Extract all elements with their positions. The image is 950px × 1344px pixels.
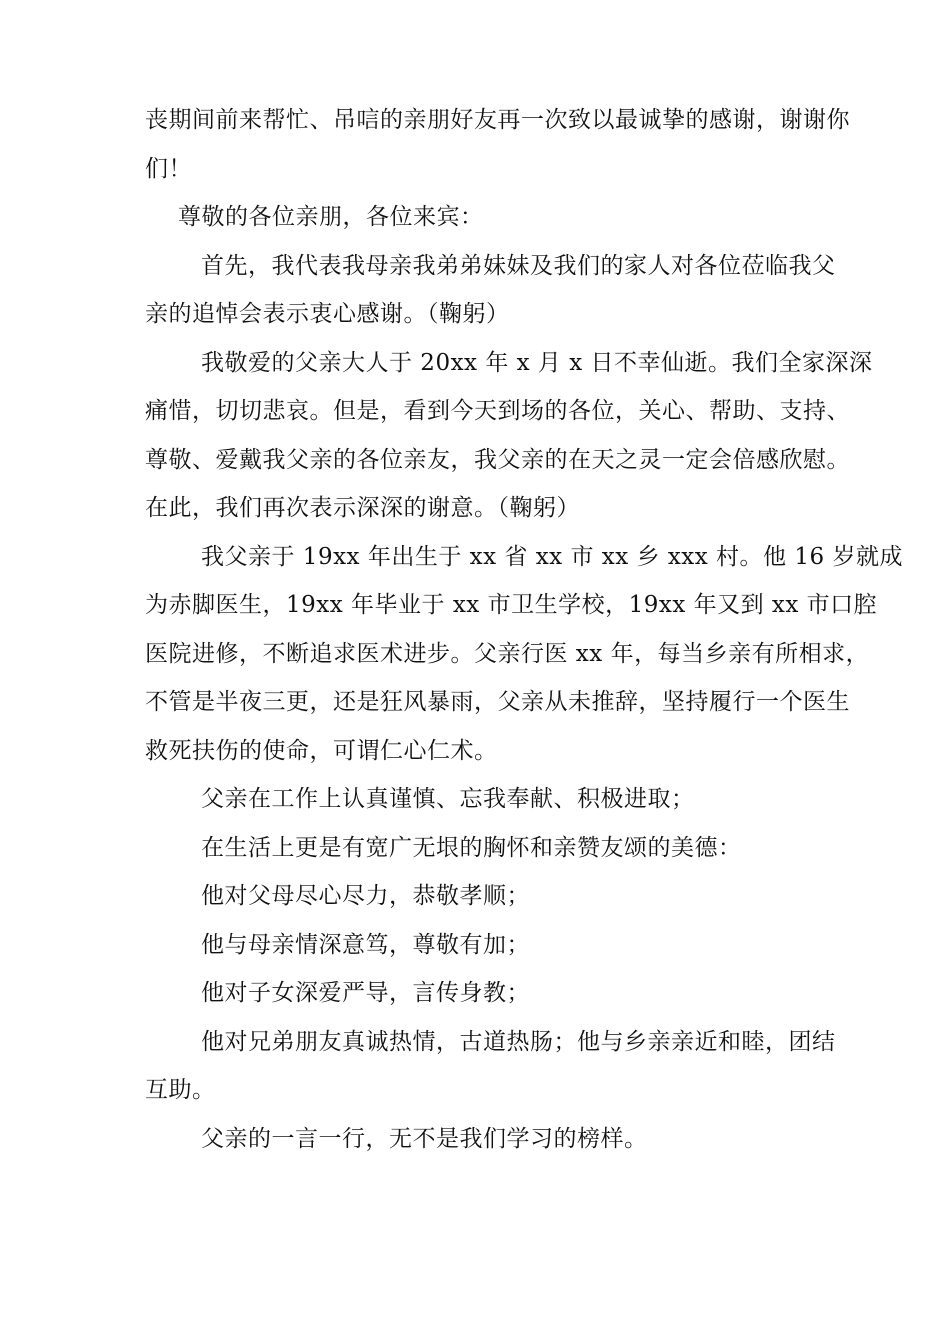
text-line: 医院进修，不断追求医术进步。父亲行医 xx 年，每当乡亲有所相求， [145,640,870,667]
paragraph-start: 父亲的一言一行，无不是我们学习的榜样。 [201,1125,648,1152]
text-line: 尊敬、爱戴我父亲的各位亲友，我父亲的在天之灵一定会倍感欣慰。 [145,446,850,473]
text-line: 为赤脚医生，19xx 年毕业于 xx 市卫生学校，19xx 年又到 xx 市口腔 [145,592,878,618]
paragraph-start: 我父亲于 19xx 年出生于 xx 省 xx 市 xx 乡 xxx 村。他 16 岁就成 [201,543,903,570]
paragraph-start: 他对兄弟朋友真诚热情，古道热肠；他与乡亲亲近和睦，团结 [201,1028,836,1055]
paragraph-start: 父亲在工作上认真谨慎、忘我奉献、积极进取； [201,786,695,812]
paragraph-start: 他对父母尽心尽力，恭敬孝顺； [201,883,530,909]
text-line: 不管是半夜三更，还是狂风暴雨，父亲从未推辞，坚持履行一个医生 [145,689,850,715]
paragraph-start: 他与母亲情深意笃，尊敬有加； [201,931,530,958]
text-line: 们！ [145,155,192,182]
paragraph-start: 我敬爱的父亲大人于 20xx 年 x 月 x 日不幸仙逝。我们全家深深 [201,349,873,376]
paragraph-start: 在生活上更是有宽广无垠的胸怀和亲赞友颂的美德： [201,834,742,861]
paragraph-start: 他对子女深爱严导，言传身教； [201,980,530,1006]
text-line: 救死扶伤的使命，可谓仁心仁术。 [145,737,498,764]
salutation-line: 尊敬的各位亲朋，各位来宾： [178,204,484,230]
text-line: 亲的追悼会表示衷心感谢。（鞠躬） [145,301,510,327]
document-body [145,96,903,1163]
text-line: 丧期间前来帮忙、吊唁的亲朋好友再一次致以最诚挚的感谢，谢谢你 [145,107,850,133]
text-line: 痛惜，切切悲哀。但是，看到今天到场的各位，关心、帮助、支持、 [145,398,850,424]
text-line: 在此，我们再次表示深深的谢意。（鞠躬） [145,495,580,521]
text-line: 互助。 [145,1077,216,1103]
paragraph-start: 首先，我代表我母亲我弟弟妹妹及我们的家人对各位莅临我父 [201,252,836,279]
